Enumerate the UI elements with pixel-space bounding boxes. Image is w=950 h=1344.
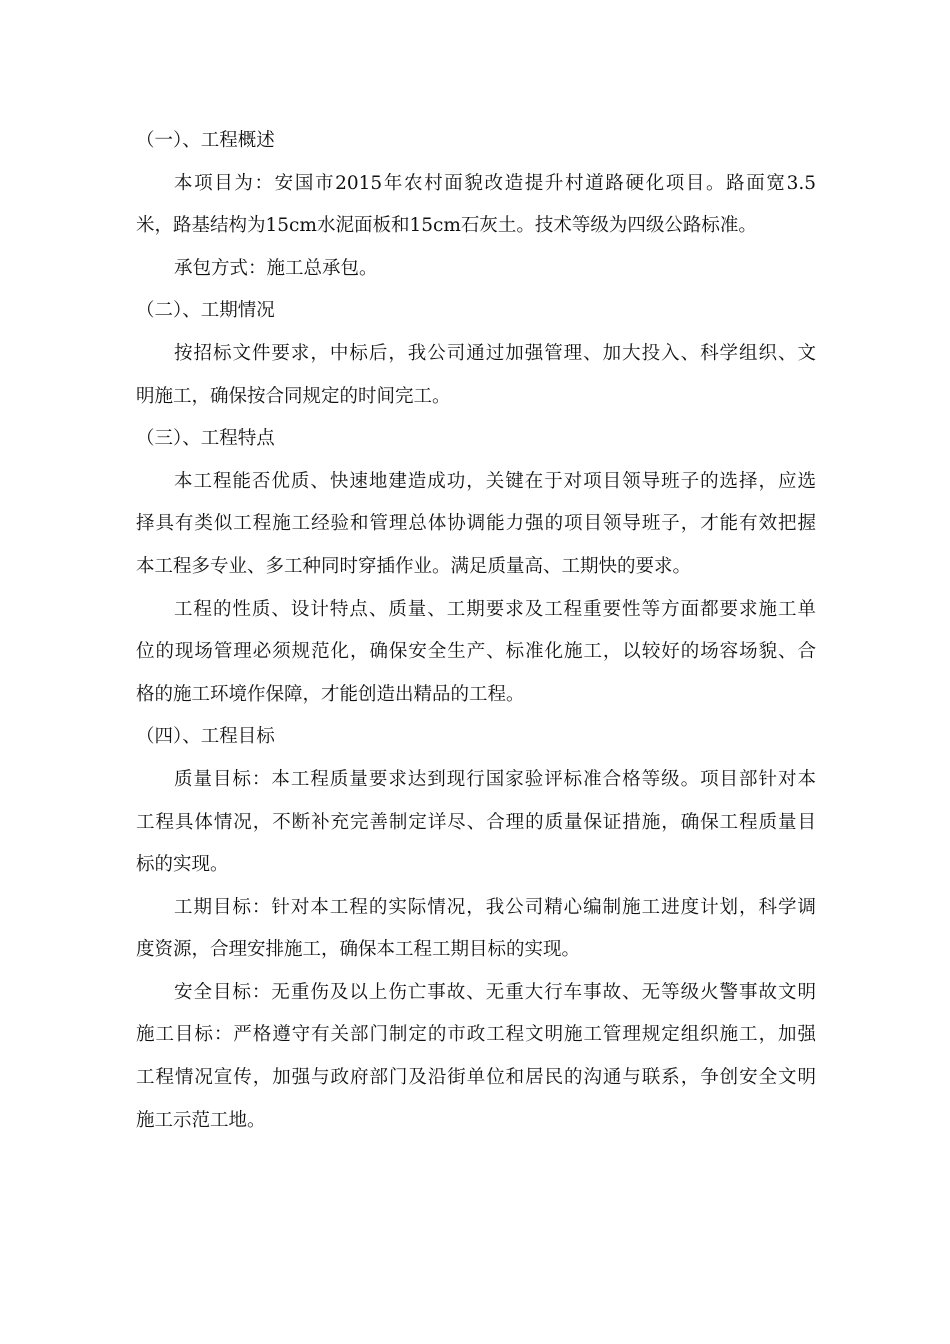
section-characteristics xyxy=(136,418,816,716)
paragraph-quality-goal xyxy=(136,759,816,887)
text-line: 度资源，合理安排施工，确保本工程工期目标的实现。 xyxy=(136,939,581,961)
text-line: 明施工，确保按合同规定的时间完工。 xyxy=(136,385,451,407)
paragraph-characteristics-2 xyxy=(136,589,816,717)
paragraph-safety-goal xyxy=(136,972,816,1142)
text-line: 按招标文件要求，中标后，我公司通过加强管理、加大投入、科学组织、文 xyxy=(174,342,816,364)
text-line: 承包方式：施工总承包。 xyxy=(174,257,378,279)
text-line: 工期目标：针对本工程的实际情况，我公司精心编制施工进度计划，科学调 xyxy=(174,896,816,918)
section-schedule xyxy=(136,290,816,418)
section-overview xyxy=(136,120,816,290)
text-line: 本项目为：安国市2015年农村面貌改造提升村道路硬化项目。路面宽3.5 xyxy=(174,172,816,194)
text-line: 安全目标：无重伤及以上伤亡事故、无重大行车事故、无等级火警事故文明 xyxy=(174,981,816,1003)
text-line: 工程具体情况，不断补充完善制定详尽、合理的质量保证措施，确保工程质量目 xyxy=(136,811,816,833)
text-line: 施工示范工地。 xyxy=(136,1109,266,1131)
text-line: 施工目标：严格遵守有关部门制定的市政工程文明施工管理规定组织施工，加强 xyxy=(136,1024,816,1046)
section-heading: （一）、工程概述 xyxy=(136,130,275,151)
paragraph-schedule xyxy=(136,333,816,418)
text-line: 本工程多专业、多工种同时穿插作业。满足质量高、工期快的要求。 xyxy=(136,555,692,577)
section-goals xyxy=(136,716,816,1142)
text-line: 工程情况宣传，加强与政府部门及沿街单位和居民的沟通与联系，争创安全文明 xyxy=(136,1067,816,1089)
section-heading: （三）、工程特点 xyxy=(136,428,275,450)
section-heading: （四）、工程目标 xyxy=(136,726,275,748)
document-body xyxy=(136,120,816,1142)
text-line: 位的现场管理必须规范化，确保安全生产、标准化施工，以较好的场容场貌、合 xyxy=(136,641,816,663)
text-line: 择具有类似工程施工经验和管理总体协调能力强的项目领导班子，才能有效把握 xyxy=(136,513,816,535)
text-line: 本工程能否优质、快速地建造成功，关键在于对项目领导班子的选择，应选 xyxy=(174,470,816,492)
text-line: 格的施工环境作保障，才能创造出精品的工程。 xyxy=(136,683,525,705)
text-line: 质量目标：本工程质量要求达到现行国家验评标准合格等级。项目部针对本 xyxy=(174,768,816,790)
paragraph-contract-method xyxy=(136,248,816,291)
text-line: 工程的性质、设计特点、质量、工期要求及工程重要性等方面都要求施工单 xyxy=(174,598,816,620)
text-line: 米，路基结构为15cm水泥面板和15cm石灰土。技术等级为四级公路标准。 xyxy=(136,215,757,237)
paragraph-schedule-goal xyxy=(136,887,816,972)
paragraph-characteristics-1 xyxy=(136,461,816,589)
paragraph-project-description xyxy=(136,163,816,248)
text-line: 标的实现。 xyxy=(136,854,229,876)
section-heading: （二）、工期情况 xyxy=(136,300,275,322)
